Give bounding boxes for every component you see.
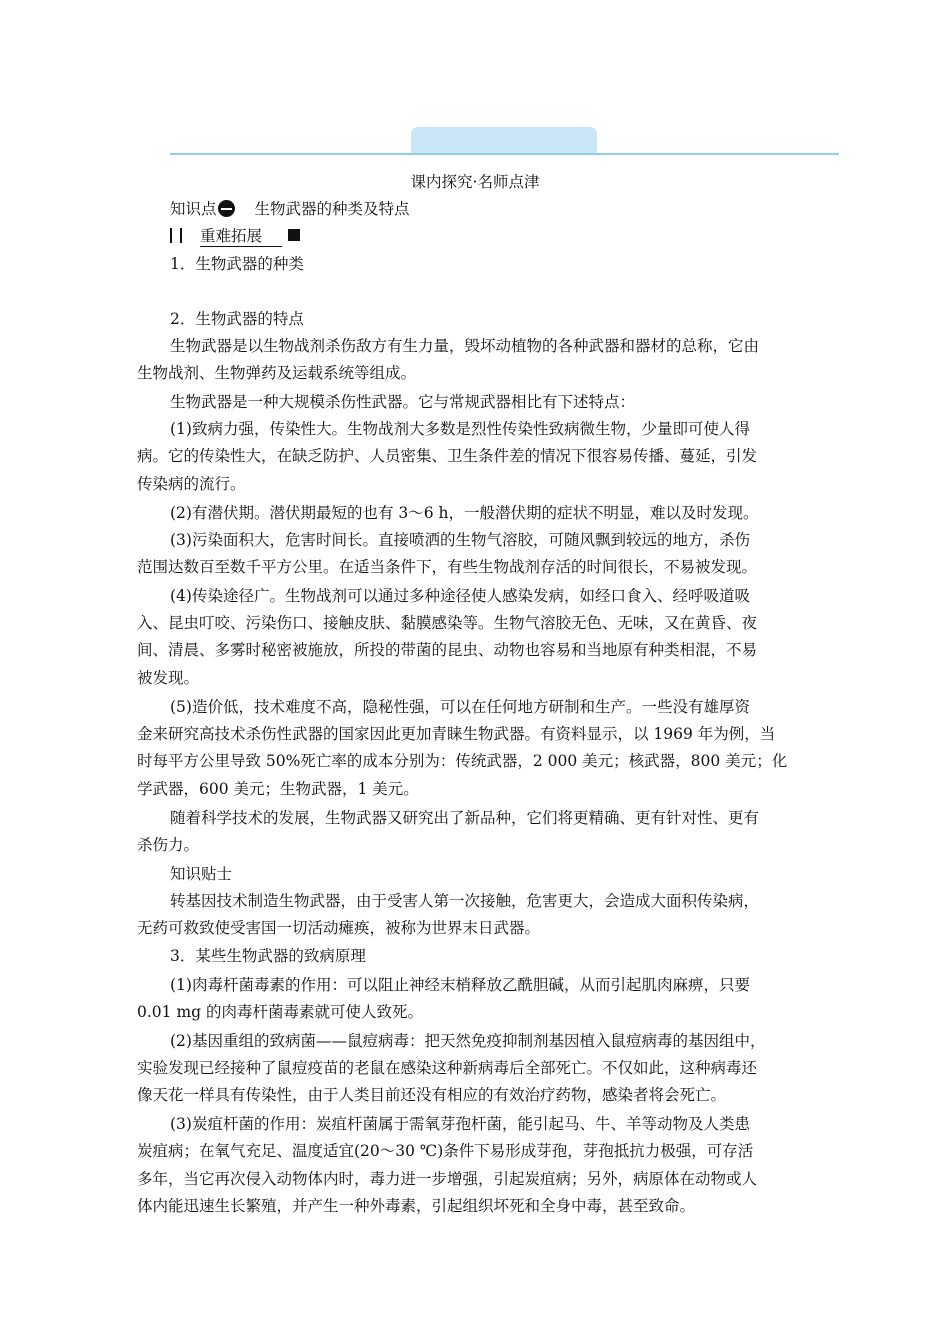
paragraph-line: 转基因技术制造生物武器，由于受害人第一次接触，危害更大，会造成大面积传染病， xyxy=(170,892,760,910)
paragraph-line: 炭疽病；在氧气充足、温度适宜(20～30 ℃)条件下易形成芽孢，芽孢抵抗力极强，可存活 xyxy=(137,1142,754,1160)
paragraph-line: 多年，当它再次侵入动物体内时，毒力进一步增强，引起炭疽病；另外，病原体在动物或人 xyxy=(137,1170,758,1188)
heading-types: 1．生物武器的种类 xyxy=(170,255,304,273)
square-icon xyxy=(288,229,300,241)
paragraph-line: (3)污染面积大，危害时间长。直接喷洒的生物气溶胶，可随风飘到较远的地方，杀伤 xyxy=(170,531,750,549)
paragraph-line: 随着科学技术的发展，生物武器又研究出了新品种，它们将更精确、更有针对性、更有 xyxy=(170,809,760,827)
paragraph-line: (1)致病力强，传染性大。生物战剂大多数是烈性传染性致病微生物，少量即可使人得 xyxy=(170,420,750,438)
knowledge-point-label: 知识点 xyxy=(170,200,217,218)
paragraph-line: 间、清晨、多雾时秘密被施放，所投的带菌的昆虫、动物也容易和当地原有种类相混，不易 xyxy=(137,641,758,659)
header-tab xyxy=(411,127,597,154)
header-rule xyxy=(170,153,839,155)
knowledge-point-heading xyxy=(170,199,410,219)
paragraph-line: (2)有潜伏期。潜伏期最短的也有 3～6 h，一般潜伏期的症状不明显，难以及时发现。 xyxy=(170,504,759,522)
paragraph-line: (5)造价低，技术难度不高，隐秘性强，可以在任何地方研制和生产。一些没有雄厚资 xyxy=(170,698,750,716)
heading-mechanisms: 3．某些生物武器的致病原理 xyxy=(170,947,366,965)
paragraph-line: 时每平方公里导致 50%死亡率的成本分别为：传统武器，2 000 美元；核武器，800 美元；化 xyxy=(137,752,788,770)
paragraph-line: (1)肉毒杆菌毒素的作用：可以阻止神经末梢释放乙酰胆碱，从而引起肌肉麻痹，只要 xyxy=(170,976,750,994)
paragraph-line: (4)传染途径广。生物战剂可以通过多种途径使人感染发病，如经口食入、经呼吸道吸 xyxy=(170,587,750,605)
double-bar-icon xyxy=(170,226,200,246)
paragraph-line: 被发现。 xyxy=(137,669,200,687)
paragraph-line: 学武器，600 美元；生物武器，1 美元。 xyxy=(137,780,419,798)
paragraph-line: 生物武器是以生物战剂杀伤敌方有生力量，毁坏动植物的各种武器和器材的总称，它由 xyxy=(170,337,760,355)
focus-heading xyxy=(170,226,300,247)
paragraph-line: 实验发现已经接种了鼠痘疫苗的老鼠在感染这种新病毒后全部死亡。不仅如此，这种病毒还 xyxy=(137,1059,758,1077)
section-title: 课内探究·名师点津 xyxy=(410,173,540,191)
paragraph-line: 无药可救致使受害国一切活动瘫痪，被称为世界末日武器。 xyxy=(137,919,541,937)
paragraph-line: 生物战剂、生物弹药及运载系统等组成。 xyxy=(137,364,417,382)
paragraph-line: (3)炭疽杆菌的作用：炭疽杆菌属于需氧芽孢杆菌，能引起马、牛、羊等动物及人类患 xyxy=(170,1115,750,1133)
paragraph-line: 传染病的流行。 xyxy=(137,475,246,493)
paragraph-line: 杀伤力。 xyxy=(137,836,200,854)
heading-features: 2．生物武器的特点 xyxy=(170,310,304,328)
knowledge-point-title: 生物武器的种类及特点 xyxy=(254,200,410,218)
minus-circle-icon xyxy=(218,200,235,217)
paragraph-line: 像天花一样具有传染性，由于人类目前还没有相应的有效治疗药物，感染者将会死亡。 xyxy=(137,1086,727,1104)
paragraph-line: 金来研究高技术杀伤性武器的国家因此更加青睐生物武器。有资料显示，以 1969 年为例，当 xyxy=(137,725,776,743)
paragraph-line: 病。它的传染性大，在缺乏防护、人员密集、卫生条件差的情况下很容易传播、蔓延，引发 xyxy=(137,447,758,465)
tip-title: 知识贴士 xyxy=(170,865,233,883)
paragraph-line: 体内能迅速生长繁殖，并产生一种外毒素，引起组织坏死和全身中毒，甚至致命。 xyxy=(137,1197,696,1215)
paragraph-line: (2)基因重组的致病菌——鼠痘病毒：把天然免疫抑制剂基因植入鼠痘病毒的基因组中， xyxy=(170,1032,766,1050)
paragraph-line: 0.01 mg 的肉毒杆菌毒素就可使人致死。 xyxy=(137,1003,423,1021)
focus-label: 重难拓展 xyxy=(200,226,282,247)
paragraph-line: 入、昆虫叮咬、污染伤口、接触皮肤、黏膜感染等。生物气溶胶无色、无味，又在黄昏、夜 xyxy=(137,614,758,632)
paragraph-line: 范围达数百至数千平方公里。在适当条件下，有些生物战剂存活的时间很长，不易被发现。 xyxy=(137,558,758,576)
paragraph-line: 生物武器是一种大规模杀伤性武器。它与常规武器相比有下述特点： xyxy=(170,393,636,411)
